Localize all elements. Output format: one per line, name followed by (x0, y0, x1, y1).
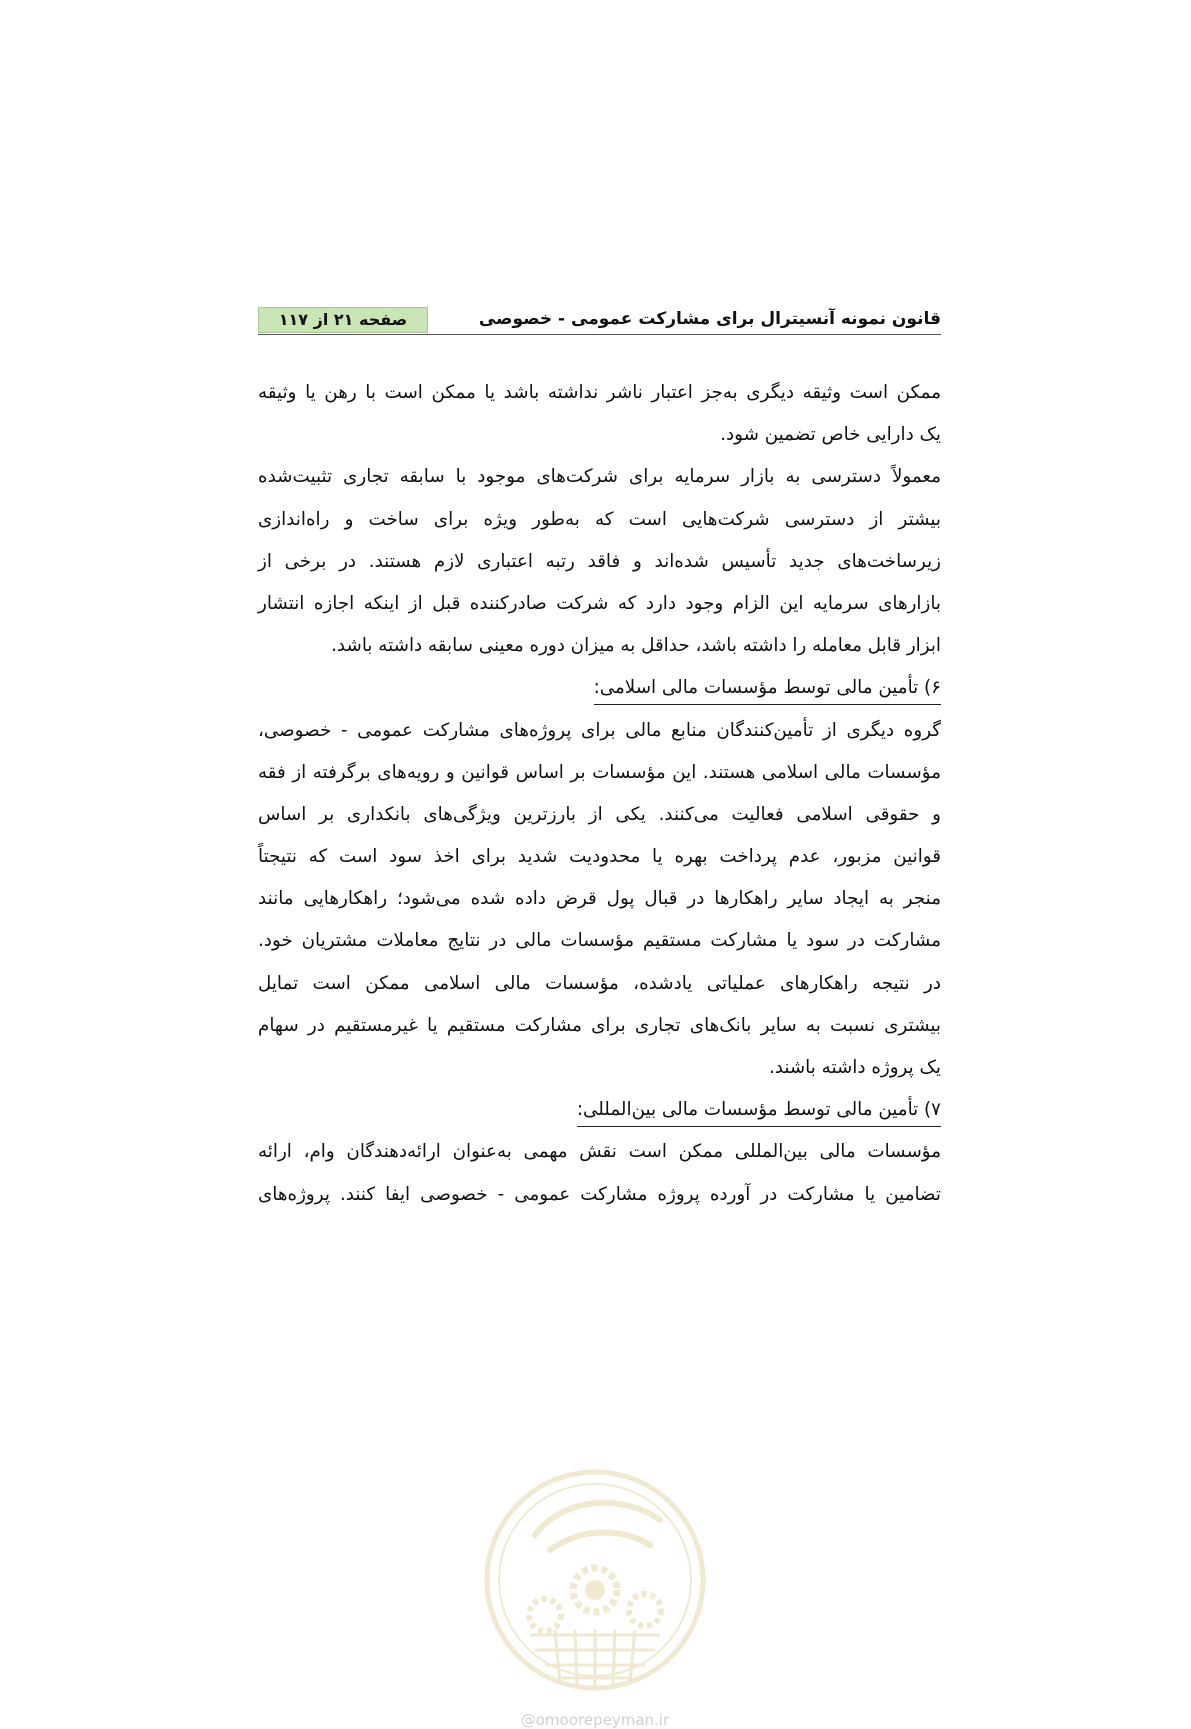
text-line: تضامین یا مشارکت در آورده پروژه مشارکت عمومی - خصوصی ایفا کنند. پروژه‌های (258, 1183, 941, 1205)
document-title: قانون نمونه آنسیترال برای مشارکت عمومی - خصوصی (478, 309, 941, 329)
section-heading-7: ۷) تأمین مالی توسط مؤسسات مالی بین‌المللی: (577, 1094, 941, 1127)
text-line: یک دارایی خاص تضمین شود. (720, 424, 941, 446)
text-line: مؤسسات مالی بین‌المللی ممکن است نقش مهمی به‌عنوان ارائه‌دهندگان وام، ارائه (258, 1141, 941, 1163)
text-line: بیشتر از دسترسی شرکت‌هایی است که به‌طور ویژه برای ساخت و راه‌اندازی (258, 508, 941, 530)
text-line: زیرساخت‌های جدید تأسیس شده‌اند و فاقد رتبه اعتباری لازم هستند. در برخی از (258, 550, 941, 572)
section-heading-7-wrap (258, 1089, 941, 1131)
text-line: بازارهای سرمایه این الزام وجود دارد که شرکت صادرکننده قبل از اینکه اجازه انتشار (258, 592, 941, 614)
text-line: بیشتری نسبت به سایر بانک‌های تجاری برای مشارکت مستقیم یا غیرمستقیم در سهام (258, 1014, 941, 1036)
page-number-badge: صفحه ۲۱ از ۱۱۷ (258, 307, 428, 333)
logo-seal-icon (475, 1465, 715, 1705)
body-text (258, 372, 941, 1216)
watermark-site: @omoorepeyman.ir (520, 1711, 670, 1729)
text-line: ابزار قابل معامله را داشته باشد، حداقل به میزان دوره معینی سابقه داشته باشد. (331, 635, 941, 657)
text-line: مؤسسات مالی اسلامی هستند. این مؤسسات بر اساس قوانین و رویه‌های برگرفته از فقه (258, 761, 941, 783)
section-heading-6-wrap (258, 667, 941, 709)
section-heading-6: ۶) تأمین مالی توسط مؤسسات مالی اسلامی: (594, 672, 941, 705)
text-line: یک پروژه داشته باشند. (768, 1057, 941, 1078)
text-line: گروه دیگری از تأمین‌کنندگان منابع مالی برای پروژه‌های مشارکت عمومی - خصوصی، (258, 719, 941, 741)
text-line: منجر به ایجاد سایر راهکارها در قبال پول قرض داده شده می‌شود؛ راهکارهایی مانند (258, 888, 941, 910)
text-line: معمولاً دسترسی به بازار سرمایه برای شرکت‌های موجود با سابقه تجاری تثبیت‌شده (258, 466, 941, 488)
text-line: و حقوقی اسلامی فعالیت می‌کنند. یکی از بارزترین ویژگی‌های بانکداری بر اساس (258, 803, 941, 825)
text-line: قوانین مزبور، عدم پرداخت بهره یا محدودیت شدید برای اخذ سود است که نتیجتاً (258, 846, 941, 868)
text-line: ممکن است وثیقه دیگری به‌جز اعتبار ناشر نداشته باشد یا ممکن است با رهن یا وثیقه (258, 382, 941, 403)
watermark-logo (475, 1465, 715, 1729)
text-line: مشارکت در سود یا مشارکت مستقیم مؤسسات مالی در نتایج معاملات مشتریان خود. (258, 930, 941, 952)
text-line: در نتیجه راهکارهای عملیاتی یادشده، مؤسسات مالی اسلامی ممکن است تمایل (258, 972, 941, 994)
page-header (258, 307, 941, 335)
